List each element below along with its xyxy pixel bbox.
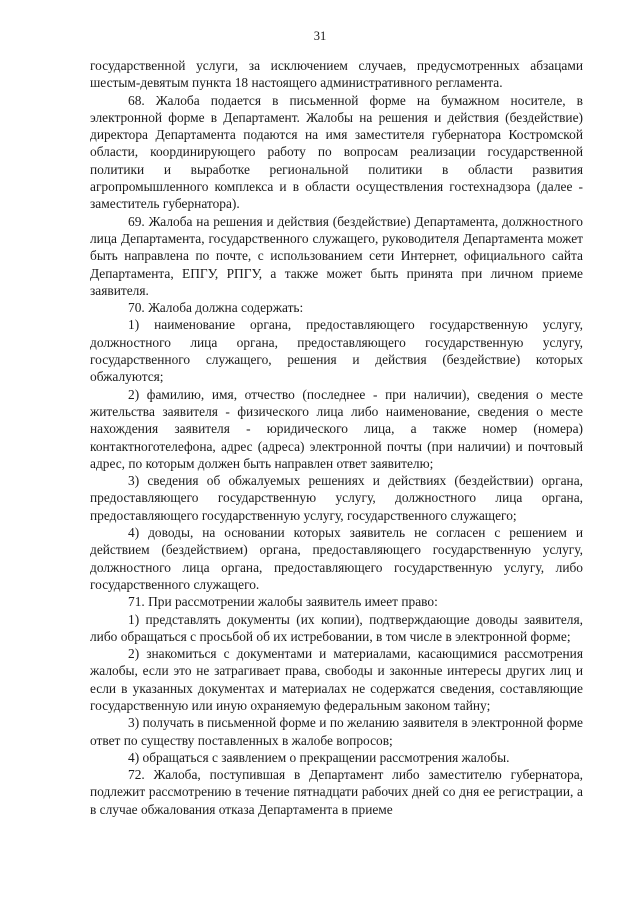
list-item-70-2: 2) фамилию, имя, отчество (последнее - при наличии), сведения о месте жительства заявителя - физического лица либо наименование, сведения о месте нахождения заявителя - юридического лица, а также номер (номера) контактноготелефона, адрес (адреса) электронной почты (при наличии) и почтовый адрес, по которым должен быть направлен ответ заявителю; — [90, 386, 583, 471]
paragraph-continuation: государственной услуги, за исключением случаев, предусмотренных абзацами шестым-девятым пункта 18 настоящего административного регламента. — [90, 58, 583, 91]
list-item-71-3: 3) получать в письменной форме и по желанию заявителя в электронной форме ответ по существу поставленных в жалобе вопросов; — [90, 715, 583, 748]
paragraph-70: 70. Жалоба должна содержать: — [128, 300, 304, 316]
paragraph-72: 72. Жалоба, поступившая в Департамент либо заместителю губернатора, подлежит рассмотрению в течение пятнадцати рабочих дней со дня ее регистрации, а в случае обжалования отказа Департамента в приеме — [90, 767, 583, 817]
list-item-71-1: 1) представлять документы (их копии), подтверждающие доводы заявителя, либо обращаться с просьбой об их истребовании, в том числе в электронной форме; — [90, 611, 583, 644]
paragraph-71: 71. При рассмотрении жалобы заявитель имеет право: — [128, 594, 438, 610]
page-number: 31 — [313, 29, 327, 43]
list-item-70-3: 3) сведения об обжалуемых решениях и действиях (бездействии) органа, предоставляющего государственную услугу, должностного лица органа, предоставляющего государственную услугу, государственного служащего; — [90, 473, 583, 523]
paragraph-69: 69. Жалоба на решения и действия (бездействие) Департамента, должностного лица Департамента, государственного служащего, руководителя Департамента может быть направлена по почте, с использованием сети Интернет, официального сайта Департамента, ЕПГУ, РПГУ, а также может быть принята при личном приеме заявителя. — [90, 213, 583, 298]
list-item-71-2: 2) знакомиться с документами и материалами, касающимися рассмотрения жалобы, если это не затрагивает права, свободы и законные интересы других лиц и если в указанных документах и материалах не содержатся сведения, составляющие государственную или иную охраняемую федеральным законом тайну; — [90, 646, 583, 713]
list-item-71-4: 4) обращаться с заявлением о прекращении рассмотрения жалобы. — [128, 749, 510, 765]
document-body — [90, 57, 583, 818]
list-item-70-4: 4) доводы, на основании которых заявитель не согласен с решением и действием (бездействием) органа, предоставляющего государственную услугу, должностного лица органа, предоставляющего государственную услугу, либо государственного служащего. — [90, 525, 583, 592]
paragraph-68: 68. Жалоба подается в письменной форме на бумажном носителе, в электронной форме в Департамент. Жалобы на решения и действия (бездействие) директора Департамента подаются на имя заместителя губернатора Костромской области, координирующего работу по вопросам реализации государственной политики и выработке региональной политики в области развития агропромышленного комплекса и в области осуществления гостехнадзора (далее - заместитель губернатора). — [90, 92, 583, 212]
list-item-70-1: 1) наименование органа, предоставляющего государственную услугу, должностного лица органа, предоставляющего государственную услугу, государственного служащего, решения и действия (бездействие) которых обжалуются; — [90, 317, 583, 385]
